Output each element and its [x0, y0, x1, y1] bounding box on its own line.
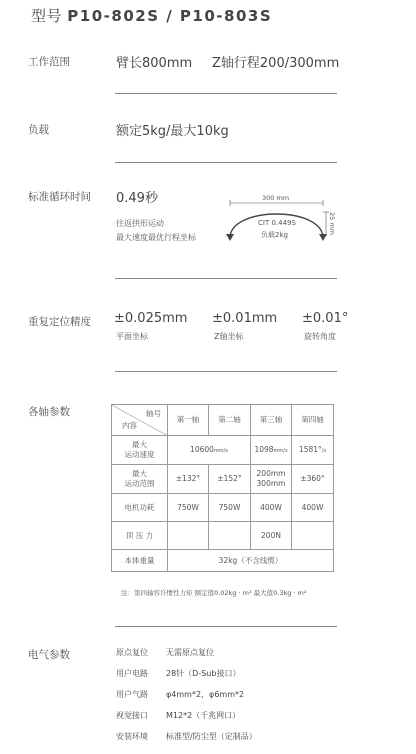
power-label: 电机功耗 — [112, 494, 168, 522]
axes-table — [111, 404, 334, 572]
diagram-load: 负载2kg — [261, 231, 288, 239]
repeat-label: 重复定位精度 — [28, 316, 91, 328]
electric-key-5: 安装环境 — [116, 732, 148, 741]
axes-note: 注：第四轴容许惯性力矩 额定值0.02kg · m² 最大值0.3kg · m² — [121, 589, 307, 597]
cycle-label: 标准循环时间 — [28, 191, 91, 203]
speed-axis-4: 1581°/s — [292, 436, 334, 465]
press-axis-2 — [209, 522, 251, 550]
header-corner-cell — [112, 405, 168, 436]
header-axis-1: 第一轴 — [168, 405, 209, 436]
divider-3 — [115, 278, 337, 279]
page-title — [31, 5, 272, 26]
weight-value: 32kg（不含线缆） — [168, 550, 334, 572]
load-label: 负载 — [28, 124, 49, 136]
range-label: 最大 运动范围 — [112, 465, 168, 494]
divider-4 — [115, 371, 337, 372]
speed-row — [112, 436, 334, 465]
power-axis-2: 750W — [209, 494, 251, 522]
press-label: 顶 压 力 — [112, 522, 168, 550]
repeat-rot-value: ±0.01° — [302, 311, 349, 326]
electric-key-1: 原点复位 — [116, 648, 148, 657]
header-axis-4: 第四轴 — [292, 405, 334, 436]
range-row — [112, 465, 334, 494]
weight-label: 本体重量 — [112, 550, 168, 572]
header-content: 内容 — [122, 421, 137, 430]
electric-label: 电气参数 — [28, 649, 70, 661]
axes-label: 各轴参数 — [28, 406, 70, 418]
repeat-rot-sub: 旋转角度 — [304, 332, 336, 341]
weight-row — [112, 550, 334, 572]
header-axis-3: 第三轴 — [251, 405, 292, 436]
divider-5 — [115, 626, 337, 627]
power-axis-4: 400W — [292, 494, 334, 522]
range-axis-4: ±360° — [292, 465, 334, 494]
cycle-desc-2: 最大速度最优行程坐标 — [116, 233, 196, 242]
divider-2 — [115, 162, 337, 163]
press-axis-1 — [168, 522, 209, 550]
press-axis-4 — [292, 522, 334, 550]
electric-key-2: 用户电路 — [116, 669, 148, 678]
cycle-diagram — [220, 194, 345, 246]
press-axis-3: 200N — [251, 522, 292, 550]
work-range-z: Z轴行程200/300mm — [212, 56, 340, 71]
diagram-height-label: 25 mm — [328, 212, 336, 236]
press-row — [112, 522, 334, 550]
repeat-z-value: ±0.01mm — [212, 311, 278, 326]
cycle-desc-1: 往返拱形运动 — [116, 219, 164, 228]
title-model: P10-802S / P10-803S — [67, 7, 273, 25]
range-axis-3: 200mm 300mm — [251, 465, 292, 494]
range-axis-2: ±152° — [209, 465, 251, 494]
speed-axis-3: 1098mm/s — [251, 436, 292, 465]
diagram-cit: CIT 0.449S — [258, 219, 296, 227]
electric-key-3: 用户气路 — [116, 690, 148, 699]
repeat-z-sub: Z轴坐标 — [214, 332, 244, 341]
repeat-plane-value: ±0.025mm — [114, 311, 188, 326]
header-axis-2: 第二轴 — [209, 405, 251, 436]
title-prefix: 型号 — [31, 7, 63, 25]
power-row — [112, 494, 334, 522]
load-value: 额定5kg/最大10kg — [116, 124, 229, 139]
header-axis: 轴号 — [146, 409, 161, 418]
repeat-plane-sub: 平面坐标 — [116, 332, 148, 341]
arrow-right-icon — [319, 234, 327, 241]
range-axis-1: ±132° — [168, 465, 209, 494]
electric-value-2: 28针（D-Sub接口） — [166, 669, 241, 678]
speed-label: 最大 运动速度 — [112, 436, 168, 465]
electric-key-4: 视觉接口 — [116, 711, 148, 720]
electric-value-4: M12*2（千兆网口） — [166, 711, 241, 720]
power-axis-1: 750W — [168, 494, 209, 522]
speed-axis-12: 10600mm/s — [168, 436, 251, 465]
electric-value-1: 无需原点复位 — [166, 648, 214, 657]
cycle-value: 0.49秒 — [116, 191, 158, 206]
electric-value-3: φ4mm*2，φ6mm*2 — [166, 690, 245, 699]
work-range-label: 工作范围 — [28, 56, 70, 68]
diagram-width-label: 300 mm — [262, 194, 290, 202]
arrow-left-icon — [226, 234, 234, 241]
divider-1 — [115, 93, 337, 94]
power-axis-3: 400W — [251, 494, 292, 522]
table-header-row — [112, 405, 334, 436]
work-range-arm: 臂长800mm — [116, 56, 193, 71]
electric-value-5: 标准型/防尘型（定制品） — [166, 732, 257, 741]
